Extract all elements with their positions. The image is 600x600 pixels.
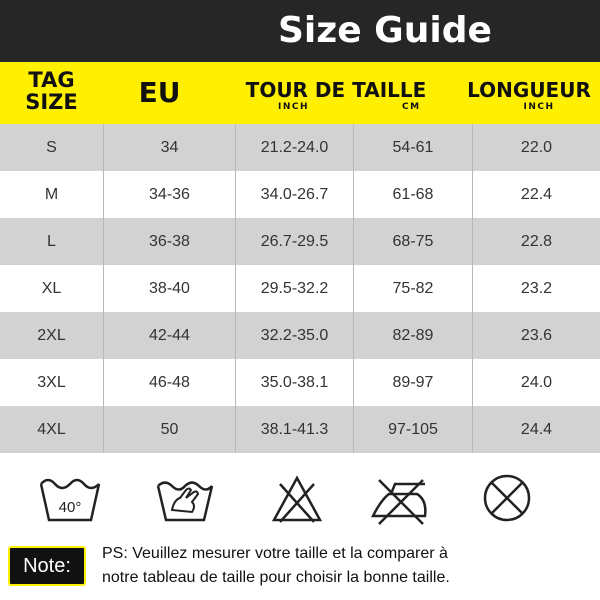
title-banner: [0, 0, 600, 62]
cell-size: XL: [41, 280, 62, 297]
cell-eu: 42-44: [149, 327, 190, 344]
cell-size: 2XL: [37, 327, 66, 344]
note-text: [102, 542, 597, 590]
waist-unit-cm: CM: [402, 102, 421, 112]
cell-length: 22.8: [520, 233, 553, 250]
length-unit: INCH: [523, 102, 555, 112]
cell-size: 4XL: [37, 421, 66, 438]
cell-eu: 50: [160, 421, 179, 438]
header-waist: TOUR DE TAILLE INCH CM: [245, 78, 427, 112]
cell-waist-inch: 34.0-26.7: [260, 186, 329, 203]
header-length: LONGUEUR INCH: [458, 62, 600, 124]
wash-temperature: 40°: [58, 499, 82, 516]
cell-waist-cm: 82-89: [392, 327, 434, 344]
table-row: [0, 312, 600, 359]
cell-eu: 38-40: [149, 280, 190, 297]
note-label: Note:: [8, 546, 86, 586]
cell-eu: 34-36: [149, 186, 190, 203]
no-tumble-dry-icon: [472, 470, 542, 526]
cell-eu: 34: [160, 139, 179, 156]
header-eu: EU: [138, 76, 181, 109]
cell-waist-inch: 38.1-41.3: [260, 421, 329, 438]
table-row: [0, 359, 600, 406]
column-divider: [103, 124, 104, 453]
header-tag-size: TAG SIZE: [25, 68, 78, 114]
cell-length: 22.4: [520, 186, 553, 203]
cell-size: M: [44, 186, 59, 203]
wash-40-icon: [35, 470, 105, 526]
care-instructions: [0, 456, 600, 536]
no-iron-icon: [367, 470, 437, 526]
table-row: [0, 265, 600, 312]
cell-length: 23.6: [520, 327, 553, 344]
hand-wash-icon: [150, 470, 220, 526]
cell-length: 24.4: [520, 421, 553, 438]
note-section: [0, 536, 600, 600]
waist-unit-inch: INCH: [278, 102, 310, 112]
cell-waist-cm: 75-82: [392, 280, 434, 297]
cell-waist-inch: 21.2-24.0: [260, 139, 329, 156]
no-bleach-icon: [262, 470, 332, 526]
cell-waist-inch: 29.5-32.2: [260, 280, 329, 297]
cell-eu: 36-38: [149, 233, 190, 250]
cell-waist-inch: 35.0-38.1: [260, 374, 329, 391]
column-divider: [235, 124, 236, 453]
table-header: [0, 62, 600, 124]
table-row: [0, 406, 600, 453]
note-line-1: PS: Veuillez mesurer votre taille et la comparer à: [102, 545, 448, 562]
cell-length: 22.0: [520, 139, 553, 156]
table-row: [0, 124, 600, 171]
cell-waist-cm: 97-105: [388, 421, 438, 438]
cell-size: L: [47, 233, 56, 250]
note-line-2: notre tableau de taille pour choisir la bonne taille.: [102, 569, 450, 586]
cell-waist-inch: 26.7-29.5: [260, 233, 329, 250]
cell-length: 24.0: [520, 374, 553, 391]
column-divider: [353, 124, 354, 453]
cell-waist-cm: 89-97: [392, 374, 434, 391]
cell-waist-cm: 54-61: [392, 139, 434, 156]
cell-size: 3XL: [37, 374, 66, 391]
cell-length: 23.2: [520, 280, 553, 297]
cell-waist-inch: 32.2-35.0: [260, 327, 329, 344]
page-title: Size Guide: [278, 10, 492, 51]
cell-eu: 46-48: [149, 374, 190, 391]
table-row: [0, 218, 600, 265]
cell-size: S: [46, 139, 57, 156]
cell-waist-cm: 68-75: [392, 233, 434, 250]
cell-waist-cm: 61-68: [392, 186, 434, 203]
table-row: [0, 171, 600, 218]
column-divider: [472, 124, 473, 453]
